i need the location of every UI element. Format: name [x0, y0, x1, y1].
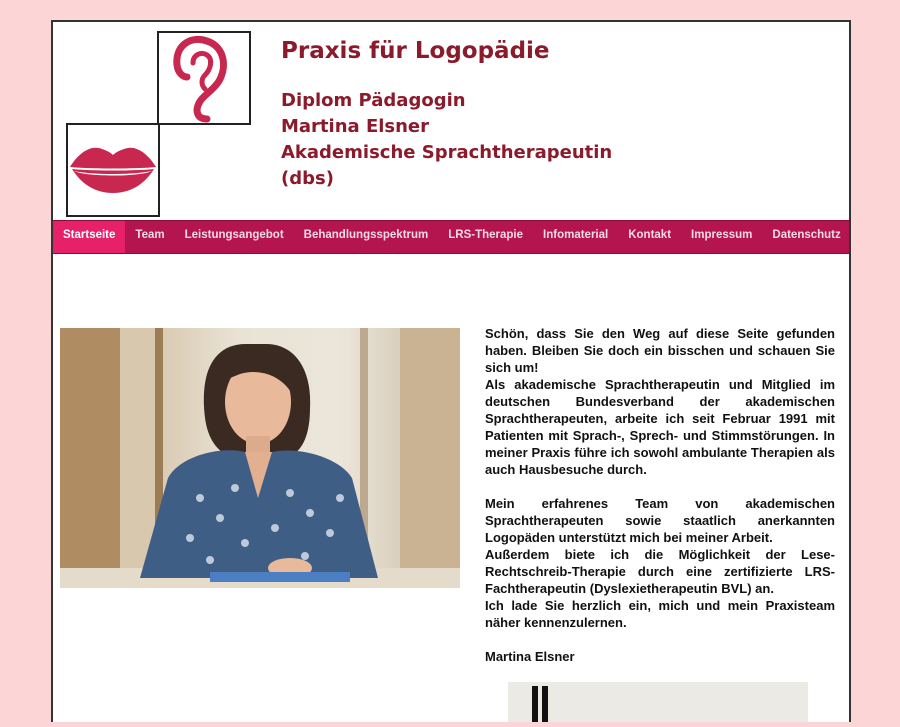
header-line-qualification: Diplom Pädagogin: [281, 90, 466, 111]
paragraph-invitation: Ich lade Sie herzlich ein, mich und mein Praxisteam näher kennenzulernen.: [485, 598, 835, 630]
site-title: Praxis für Logopädie: [281, 38, 550, 64]
site-header: [53, 22, 849, 220]
spacer: [485, 478, 835, 495]
lips-logo-box: [66, 123, 160, 217]
nav-item-infomaterial[interactable]: Infomaterial: [543, 229, 609, 241]
header-line-association: (dbs): [281, 168, 334, 189]
nav-item-team[interactable]: Team: [135, 229, 165, 241]
nav-item-startseite[interactable]: Startseite: [53, 221, 125, 253]
portrait-illustration: [60, 328, 460, 588]
nav-list: [53, 221, 849, 253]
portrait-photo: [60, 328, 460, 588]
welcome-text: [485, 325, 835, 665]
ear-logo-box: [157, 31, 251, 125]
nav-item-datenschutz[interactable]: Datenschutz: [772, 229, 841, 241]
spacer: [485, 631, 835, 648]
paragraph-qualification: Als akademische Sprachtherapeutin und Mitglied im deutschen Bundesverband der akademischen Sprachtherapeuten, arbeite ich seit Februar 1991 mit Patienten mit Sprach-, Sprech- und Stimmstörungen. In meiner Praxis führe ich sowohl ambulante Therapien als auch Hausbesuche durch.: [485, 377, 835, 477]
paragraph-lrs: Außerdem biete ich die Möglichkeit der Lese-Rechtschreib-Therapie durch eine zertifizierte LRS-Fachtherapeutin (Dyslexietherapeutin BVL) an.: [485, 547, 835, 596]
nav-item-impressum[interactable]: Impressum: [691, 229, 753, 241]
paragraph-welcome: Schön, dass Sie den Weg auf diese Seite gefunden haben. Bleiben Sie doch ein bisschen und schauen Sie sich um!: [485, 326, 835, 375]
signature-name: Martina Elsner: [485, 649, 575, 664]
nav-item-lrs-therapie[interactable]: LRS-Therapie: [448, 229, 524, 241]
page-container: [51, 20, 851, 722]
nav-item-kontakt[interactable]: Kontakt: [628, 229, 672, 241]
nav-item-leistungsangebot[interactable]: Leistungsangebot: [184, 229, 284, 241]
header-line-name: Martina Elsner: [281, 116, 430, 137]
paragraph-team: Mein erfahrenes Team von akademischen Sprachtherapeuten sowie staatlich anerkannten Logopäden unterstützt mich bei meiner Arbeit.: [485, 496, 835, 545]
ear-icon: [159, 33, 249, 123]
nav-item-behandlungsspektrum[interactable]: Behandlungsspektrum: [303, 229, 429, 241]
header-text-block: [281, 36, 612, 192]
lips-icon: [68, 125, 158, 215]
bottom-image: [508, 682, 808, 722]
header-line-profession: Akademische Sprachtherapeutin: [281, 142, 613, 163]
main-navigation: [53, 220, 849, 254]
bottom-image-graphic: [508, 682, 808, 722]
